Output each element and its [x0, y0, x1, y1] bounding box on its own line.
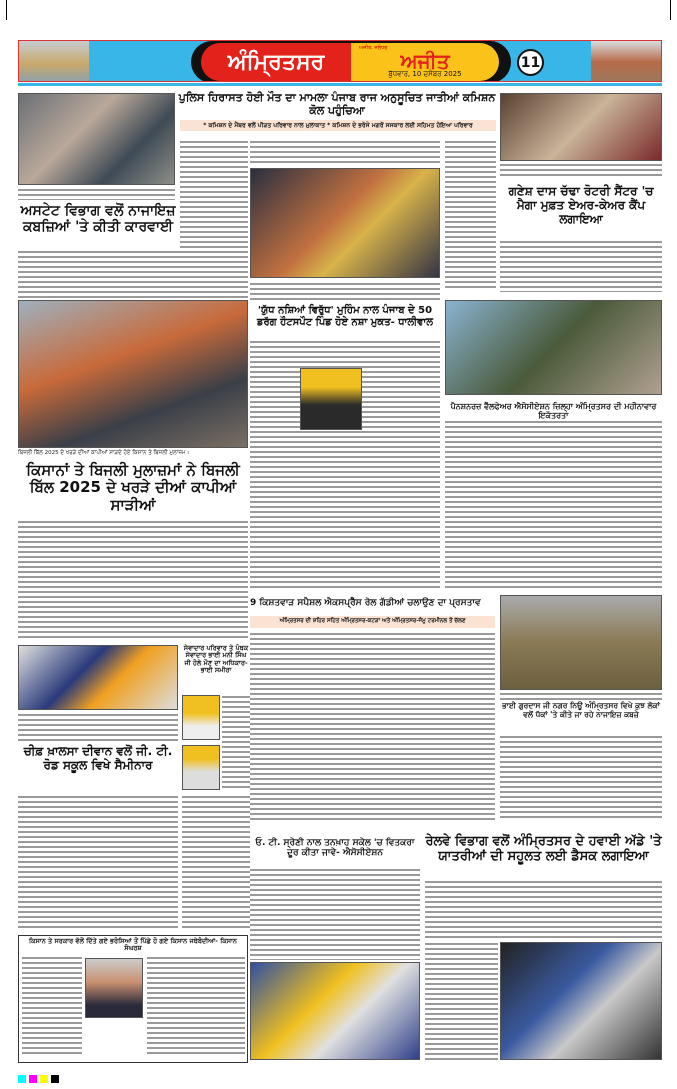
crop-mark — [670, 0, 671, 20]
article-body — [250, 140, 440, 165]
article-body — [445, 420, 662, 590]
box-headline: ਕਿਸਾਨ ਤੇ ਸਰਕਾਰ ਵੱਲੋਂ ਦਿੱਤੇ ਗਏ ਭਰੋਸਿਆਂ ਤੋਂ ਪਿੱਛੇ ਹੋ ਗਏ ਕਿਸਾਨ ਜਥੇਬੰਦੀਆਂ- ਕਿਸਾਨ ਸੰਘਰਸ਼ — [29, 937, 237, 953]
association-photo — [250, 962, 420, 1060]
ckd-seminar-photo — [18, 645, 178, 710]
article-body — [500, 735, 662, 820]
commission-meeting-photo — [250, 168, 440, 278]
article-body — [18, 795, 178, 930]
encroach-headline: ਭਾਈ ਗੁਰਦਾਸ ਜੀ ਨਗਰ ਨਿਊ ਅੰਮ੍ਰਿਤਸਰ ਵਿਖੇ ਕੁਝ ਲੋਕਾਂ ਵਲੋਂ ਧੱਕਾਂ 'ਤੇ ਕੀਤੇ ਜਾ ਰਹੇ ਨਾਜਾਇਜ਼ ਕਬਜ਼ੇ — [502, 701, 660, 719]
camp-headline: ਗਣੇਸ਼ ਦਾਸ ਚੱਢਾ ਰੋਟਰੀ ਸੈਂਟਰ 'ਚ ਮੈਗਾ ਮੁਫ਼ਤ ਏਅਰ-ਕੇਅਰ ਕੈਂਪ ਲਗਾਇਆ — [508, 184, 654, 226]
reporter-portrait — [85, 958, 143, 1018]
article-body — [22, 956, 82, 1056]
custody-subhead: * ਕਮਿਸ਼ਨ ਦੇ ਮੈਂਬਰ ਵਲੋਂ ਪੀੜਤ ਪਰਿਵਾਰ ਨਾਲ ਮੁਲਾਕਾਤ * ਕਮਿਸ਼ਨ ਦੇ ਭਰੋਸੇ ਮਗਰੋਂ ਸਸਕਾਰ ਲਈ ਸਹਿਮਤ ਹੋਇਆ ਪਰਿਵਾਰ — [180, 120, 496, 131]
article-body — [222, 695, 250, 790]
ot-headline: ਓ. ਟੀ. ਸ੍ਰੇਣੀ ਨਾਲ ਤਨਖ਼ਾਹ ਸਕੇਲ 'ਚ ਵਿਤਕਰਾ ਦੂਰ ਕੀਤਾ ਜਾਵੇ- ਐਸੋਸੀਏਸ਼ਨ — [255, 838, 415, 859]
color-registration-strip — [18, 1068, 662, 1076]
farmers-protest-photo — [18, 300, 248, 448]
heritage-tower-image — [591, 41, 661, 82]
farmers-headline: ਕਿਸਾਨਾਂ ਤੇ ਬਿਜਲੀ ਮੁਲਾਜ਼ਮਾਂ ਨੇ ਬਿਜਲੀ ਬਿੱਲ 2025 ਦੇ ਖਰੜੇ ਦੀਆਂ ਕਾਪੀਆਂ ਸਾੜੀਆਂ — [26, 461, 240, 514]
portrait-elder — [182, 745, 220, 790]
pensioners-headline: ਪੈਨਸ਼ਨਰਜ਼ ਵੈੱਲਫੇਅਰ ਐਸੋਸੀਏਸ਼ਨ ਜ਼ਿਲ੍ਹਾ ਅੰਮ੍ਰਿਤਸਰ ਦੀ ਮਹੀਨਾਵਾਰ ਇਕੱਤਰਤਾ — [450, 402, 657, 421]
masthead-title-right: ਅਜੀਤ — [400, 49, 450, 73]
pensioners-photo — [445, 300, 662, 395]
farmers-caption: ਬਿਜਲੀ ਬਿੱਲ 2025 ਦੇ ਖਰੜੇ ਦੀਆਂ ਕਾਪੀਆਂ ਸਾੜਦੇ ਹੋਏ ਕਿਸਾਨ ਤੇ ਬਿਜਲੀ ਮੁਲਾਜ਼ਮ। — [18, 450, 190, 456]
boxed-story — [18, 935, 248, 1063]
article-body — [180, 140, 248, 260]
article-body — [250, 868, 420, 960]
encroachment-photo — [500, 595, 662, 690]
article-body — [445, 140, 496, 290]
masthead-banner — [18, 40, 662, 82]
golden-temple-image — [19, 41, 89, 82]
photo-caption — [250, 282, 440, 300]
help-desk-photo — [500, 942, 662, 1060]
page-number: 11 — [517, 49, 544, 76]
article-body — [425, 942, 498, 1060]
ckd-headline: ਚੀਫ਼ ਖ਼ਾਲਸਾ ਦੀਵਾਨ ਵਲੋਂ ਜੀ. ਟੀ. ਰੋਡ ਸਕੂਲ ਵਿਖੇ ਸੈਮੀਨਾਰ — [23, 744, 173, 772]
photo-caption — [18, 188, 175, 200]
article-body — [147, 956, 245, 1056]
issue-date: ਬੁੱਧਵਾਰ, 10 ਦਸੰਬਰ 2025 — [388, 70, 462, 78]
photo-caption — [500, 163, 662, 177]
masthead-title-left: ਅੰਮ੍ਰਿਤਸਰ — [201, 43, 351, 81]
article-body — [182, 795, 250, 930]
article-body — [500, 240, 662, 292]
edition-label: ਅਜੀਤ, ਜਲੰਧਰ — [359, 45, 388, 51]
custody-headline: ਪੁਲਿਸ ਹਿਰਾਸਤ ਹੋਈ ਮੌਤ ਦਾ ਮਾਮਲਾ ਪੰਜਾਬ ਰਾਜ ਅਨੁਸੂਚਿਤ ਜਾਤੀਆਂ ਕਮਿਸ਼ਨ ਕੋਲ ਪਹੁੰਚਿਆ — [178, 91, 496, 117]
trains-subhead: ਅੰਮ੍ਰਿਤਸਰ ਦੀ ਸ਼ਹਿਰ ਸਹਿਤ ਅੰਮ੍ਰਿਤਸਰ-ਕਟੜਾ ਅਤੇ ਅੰਮ੍ਰਿਤਸਰ-ਜੰਮੂ ਟਰਮੀਨਲ ਤੋਂ ਚੱਲਣ — [250, 616, 495, 628]
photo-caption — [500, 692, 662, 700]
portrait-yellow-turban — [182, 695, 220, 740]
rotary-group-photo — [500, 93, 662, 161]
drugs-headline: 'ਯੁੱਧ ਨਸ਼ਿਆਂ ਵਿਰੁੱਧ' ਮੁਹਿੰਮ ਨਾਲ ਪੰਜਾਬ ਦੇ 50 ਡਰੱਗ ਹੌਟਸਪੌਟ ਪਿੰਡ ਹੋਏ ਨਸ਼ਾ ਮੁਕਤ- ਧਾਲੀਵਾਲ — [256, 305, 434, 328]
trains-headline: 9 ਕਿਸ਼ਤਵਾੜ ਸਪੈਸ਼ਲ ਐਕਸਪ੍ਰੈੱਸ ਰੇਲ ਗੱਡੀਆਂ ਚਲਾਉਣ ਦਾ ਪ੍ਰਸਤਾਵ — [250, 598, 481, 608]
crop-mark — [6, 0, 7, 20]
estate-headline: ਅਸਟੇਟ ਵਿਭਾਗ ਵਲੋਂ ਨਾਜਾਇਜ਼ ਕਬਜ਼ਿਆਂ 'ਤੇ ਕੀਤੀ ਕਾਰਵਾਈ — [20, 203, 176, 236]
article-body — [250, 632, 495, 822]
railway-headline: ਰੇਲਵੇ ਵਿਭਾਗ ਵਲੋਂ ਅੰਮ੍ਰਿਤਸਰ ਦੇ ਹਵਾਈ ਅੱਡੇ 'ਤੇ ਯਾਤਰੀਆਂ ਦੀ ਸਹੂਲਤ ਲਈ ਡੈਸਕ ਲਗਾਇਆ — [425, 834, 662, 864]
masthead-rule — [18, 83, 662, 86]
masthead-title-right-block — [351, 43, 499, 81]
photo-caption — [18, 713, 178, 741]
street-photo — [18, 93, 175, 185]
minister-portrait — [300, 368, 362, 430]
sevadar-headline: ਸੇਵਾਦਾਰ ਪਰਿਵਾਰ ਤੇ ਪੰਥਕ ਸੇਵਾਦਾਰ ਭਾਈ ਮਨੀ ਸਿੰਘ ਜੀ ਹੋਲੇ ਮੌਣ ਦਾ ਅਧਿਕਾਰ-ਭਾਈ ਸਮੀਰਾ — [183, 644, 249, 675]
article-body — [425, 880, 662, 940]
article-body — [18, 520, 248, 640]
